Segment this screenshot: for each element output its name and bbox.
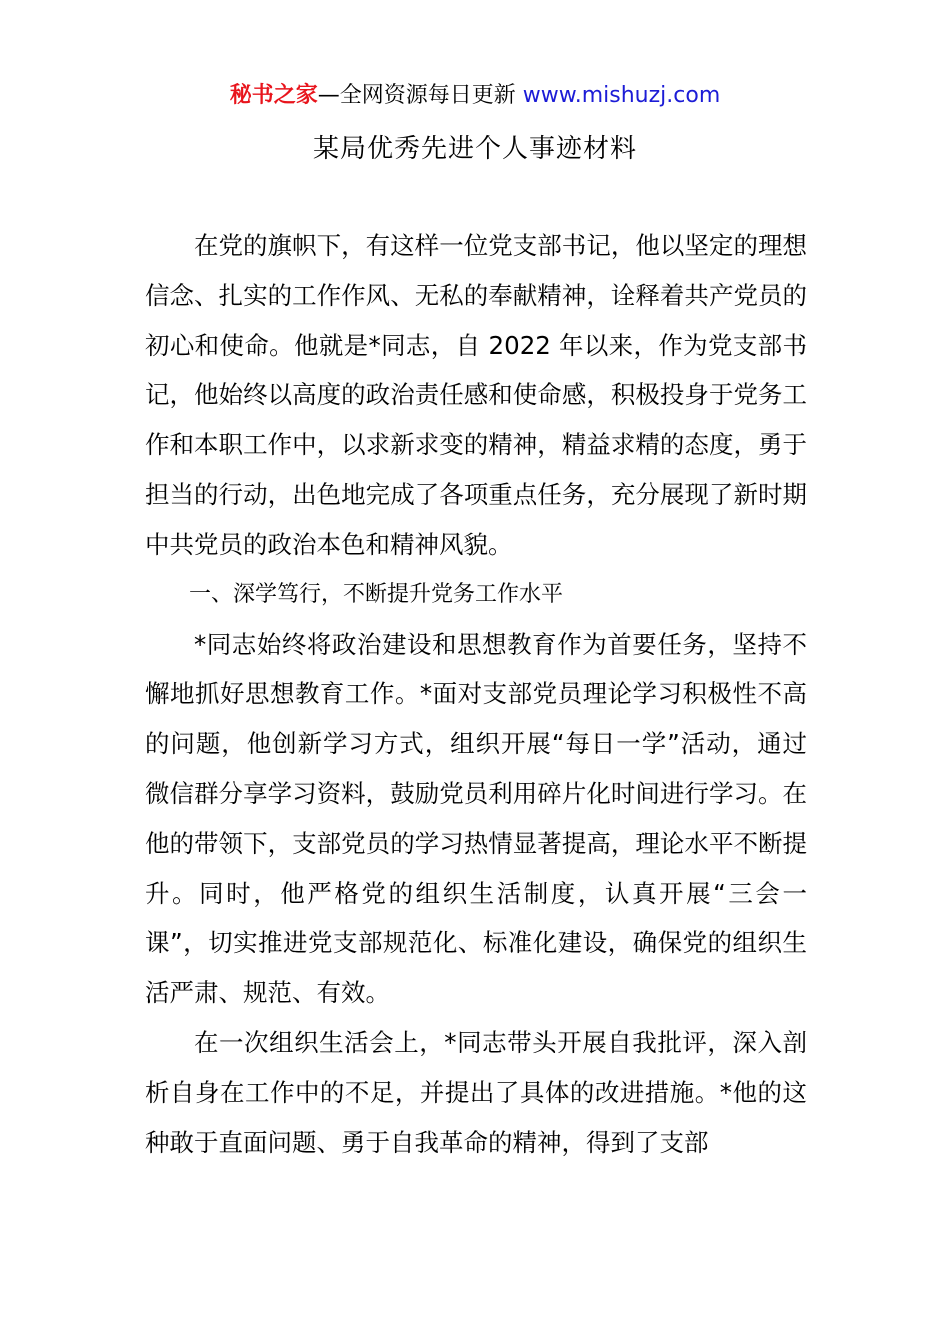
paragraph-meeting: 在一次组织生活会上，*同志带头开展自我批评，深入剖析自身在工作中的不足，并提出了具体的改进措施。*他的这种敢于直面问题、勇于自我革命的精神，得到了支部 (145, 1027, 807, 1157)
site-url-link[interactable]: www.mishuzj.com (522, 83, 721, 108)
header-tagline: —全网资源每日更新 (317, 83, 516, 108)
paragraph-study: *同志始终将政治建设和思想教育作为首要任务，坚持不懈地抓好思想教育工作。*面对支部党员理论学习积极性不高的问题，他创新学习方式，组织开展“每日一学”活动，通过微信群分享学习资料，鼓励党员利用碎片化时间进行学习。在他的带领下，支部党员的学习热情显著提高，理论水平不断提升。同时，他严格党的组织生活制度，认真开展“三会一课”，切实推进党支部规范化、标准化建设，确保党的组织生活严肃、规范、有效。 (145, 629, 807, 1008)
document-body (145, 221, 807, 1167)
site-header (0, 80, 950, 112)
brand-name: 秘书之家 (229, 83, 318, 108)
section-heading: 一、深学笃行，不断提升党务工作水平 (189, 581, 564, 607)
document-title: 某局优秀先进个人事迹材料 (312, 134, 637, 164)
paragraph-intro: 在党的旗帜下，有这样一位党支部书记，他以坚定的理想信念、扎实的工作作风、无私的奉献精神，诠释着共产党员的初心和使命。他就是*同志，自 2022 年以来，作为党支部书记，他始终以高度的政治责任感和使命感，积极投身于党务工作和本职工作中，以求新求变的精神，精益求精的态度，勇于担当的行动，出色地完成了各项重点任务，充分展现了新时期中共党员的政治本色和精神风貌。 (145, 231, 807, 559)
